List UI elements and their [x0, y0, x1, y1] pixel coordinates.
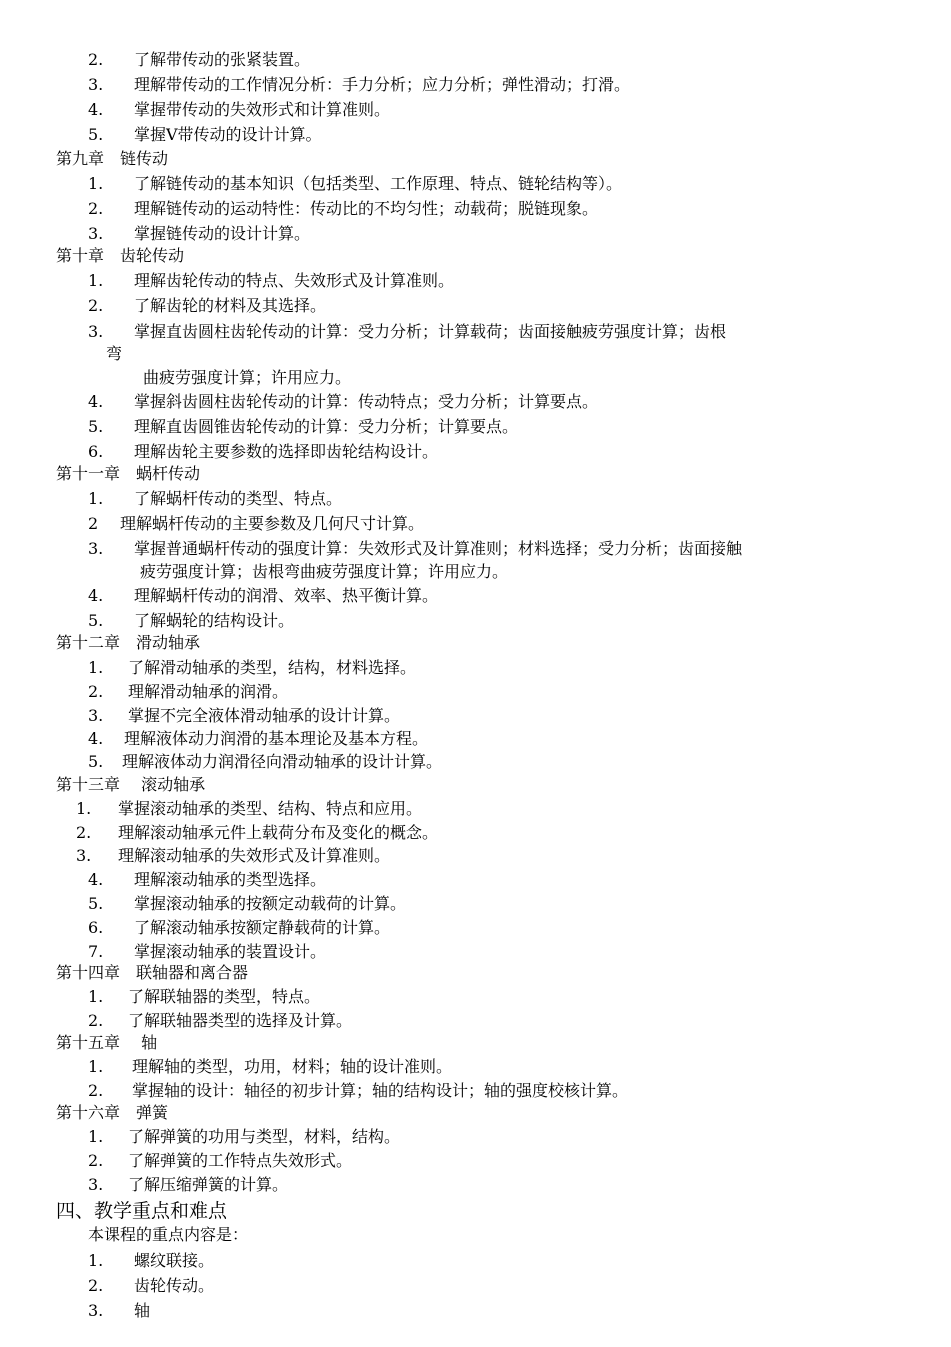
- list-item: [88, 1301, 150, 1321]
- item-number: 1.: [76, 799, 92, 818]
- list-item: [76, 799, 422, 819]
- list-item: [88, 1151, 352, 1171]
- item-text: 了解蜗杆传动的类型、特点。: [134, 489, 343, 508]
- item-number: 2.: [88, 682, 104, 701]
- item-text: 理解直齿圆锥齿轮传动的计算：受力分析；计算要点。: [134, 417, 519, 436]
- list-item: [88, 611, 294, 631]
- list-item: [88, 392, 598, 412]
- item-number: 2.: [88, 1276, 104, 1295]
- list-item: [88, 539, 742, 559]
- item-number: 1.: [88, 987, 104, 1006]
- wrap-line: 弯: [106, 344, 123, 363]
- item-text: 掌握斜齿圆柱齿轮传动的计算：传动特点；受力分析；计算要点。: [134, 392, 599, 411]
- item-text: 了解联轴器的类型，特点。: [128, 987, 321, 1006]
- item-number: 5.: [88, 611, 104, 630]
- chapter-heading: 第九章 链传动: [56, 149, 169, 168]
- item-number: 4.: [88, 870, 104, 889]
- list-item: [88, 1011, 352, 1031]
- item-text: 理解滚动轴承元件上载荷分布及变化的概念。: [118, 823, 439, 842]
- item-text: 掌握带传动的失效形式和计算准则。: [134, 100, 391, 119]
- item-number: 1.: [88, 658, 104, 677]
- chapter-heading: 第十章 齿轮传动: [56, 246, 185, 265]
- item-number: 2.: [88, 1151, 104, 1170]
- list-item: [88, 942, 326, 962]
- item-text: 理解液体动力润滑径向滑动轴承的设计计算。: [122, 752, 443, 771]
- item-number: 6.: [88, 918, 104, 937]
- item-text: 螺纹联接。: [134, 1251, 215, 1270]
- item-number: 3.: [88, 75, 104, 94]
- item-text: 理解滚动轴承的类型选择。: [134, 870, 327, 889]
- item-number: 3.: [88, 539, 104, 558]
- item-number: 3.: [88, 224, 104, 243]
- item-text: 了解齿轮的材料及其选择。: [134, 296, 327, 315]
- list-item: [88, 1251, 214, 1271]
- item-text: 齿轮传动。: [134, 1276, 215, 1295]
- item-text: 了解弹簧的功用与类型，材料，结构。: [128, 1127, 401, 1146]
- item-number: 1.: [88, 174, 104, 193]
- list-item: [88, 1175, 288, 1195]
- list-item: [88, 706, 400, 726]
- item-text: 掌握直齿圆柱齿轮传动的计算：受力分析；计算载荷；齿面接触疲劳强度计算；齿根: [134, 322, 727, 341]
- item-number: 2.: [76, 823, 92, 842]
- item-text: 掌握滚动轴承的类型、结构、特点和应用。: [118, 799, 423, 818]
- item-text: 了解蜗轮的结构设计。: [134, 611, 295, 630]
- item-text: 理解滑动轴承的润滑。: [128, 682, 289, 701]
- list-item: [76, 846, 390, 866]
- list-item: [88, 224, 310, 244]
- item-number: 3.: [88, 1175, 104, 1194]
- item-number: 5.: [88, 417, 104, 436]
- chapter-heading: 第十五章 轴: [56, 1033, 158, 1052]
- item-text: 轴: [134, 1301, 151, 1320]
- list-item: [88, 271, 454, 291]
- item-text: 了解滚动轴承按额定静载荷的计算。: [134, 918, 391, 937]
- list-item: [88, 1057, 452, 1077]
- section-heading: 四、教学重点和难点: [56, 1200, 228, 1222]
- list-item: [88, 489, 342, 509]
- item-text: 理解液体动力润滑的基本理论及基本方程。: [124, 729, 429, 748]
- item-text: 理解轴的类型，功用，材料；轴的设计准则。: [132, 1057, 453, 1076]
- list-item: [88, 125, 322, 145]
- item-number: 4.: [88, 586, 104, 605]
- item-number: 2: [88, 514, 99, 533]
- chapter-heading: 第十三章 滚动轴承: [56, 775, 206, 794]
- item-number: 1.: [88, 1127, 104, 1146]
- list-item: [88, 75, 630, 95]
- item-number: 3.: [88, 706, 104, 725]
- item-text: 了解带传动的张紧装置。: [134, 50, 311, 69]
- list-item: [88, 658, 416, 678]
- list-item: [88, 100, 390, 120]
- list-item: [88, 987, 320, 1007]
- item-number: 4.: [88, 392, 104, 411]
- list-item: [88, 296, 326, 316]
- item-number: 5.: [88, 752, 104, 771]
- item-number: 7.: [88, 942, 104, 961]
- chapter-heading: 第十二章 滑动轴承: [56, 633, 201, 652]
- item-number: 2.: [88, 1081, 104, 1100]
- list-item: [88, 174, 622, 194]
- list-item: [88, 870, 326, 890]
- list-item: [88, 752, 442, 772]
- item-text: 掌握滚动轴承的装置设计。: [134, 942, 327, 961]
- list-item: [88, 1081, 628, 1101]
- item-text: 理解蜗杆传动的主要参数及几何尺寸计算。: [120, 514, 425, 533]
- continuation-line: 曲疲劳强度计算；许用应力。: [143, 368, 352, 387]
- list-item: [88, 918, 390, 938]
- item-text: 了解滑动轴承的类型，结构，材料选择。: [128, 658, 417, 677]
- list-item: [88, 1127, 400, 1147]
- item-text: 了解链传动的基本知识（包括类型、工作原理、特点、链轮结构等）。: [134, 174, 623, 193]
- chapter-heading: 第十四章 联轴器和离合器: [56, 963, 249, 982]
- item-text: 理解链传动的运动特性：传动比的不均匀性；动载荷；脱链现象。: [134, 199, 599, 218]
- item-number: 4.: [88, 100, 104, 119]
- intro-line: 本课程的重点内容是：: [88, 1225, 249, 1244]
- list-item: [88, 586, 438, 606]
- item-number: 6.: [88, 442, 104, 461]
- item-number: 2.: [88, 296, 104, 315]
- item-text: 了解联轴器类型的选择及计算。: [128, 1011, 353, 1030]
- item-number: 5.: [88, 125, 104, 144]
- item-number: 2.: [88, 50, 104, 69]
- item-text: 掌握不完全液体滑动轴承的设计计算。: [128, 706, 401, 725]
- list-item: [88, 1276, 214, 1296]
- item-text: 了解弹簧的工作特点失效形式。: [128, 1151, 353, 1170]
- item-number: 4.: [88, 729, 104, 748]
- list-item: [76, 823, 438, 843]
- item-text: 理解齿轮主要参数的选择即齿轮结构设计。: [134, 442, 439, 461]
- item-number: 3.: [76, 846, 92, 865]
- list-item: [88, 199, 598, 219]
- item-number: 5.: [88, 894, 104, 913]
- item-number: 1.: [88, 271, 104, 290]
- item-number: 2.: [88, 1011, 104, 1030]
- item-text: 掌握V带传动的设计计算。: [134, 125, 322, 144]
- list-item: [88, 50, 310, 70]
- chapter-heading: 第十六章 弹簧: [56, 1103, 169, 1122]
- chapter-heading: 第十一章 蜗杆传动: [56, 464, 201, 483]
- list-item: [88, 894, 406, 914]
- item-text: 掌握链传动的设计计算。: [134, 224, 311, 243]
- list-item: [88, 417, 518, 437]
- item-number: 1.: [88, 489, 104, 508]
- item-text: 理解蜗杆传动的润滑、效率、热平衡计算。: [134, 586, 439, 605]
- item-number: 1.: [88, 1057, 104, 1076]
- item-text: 掌握普通蜗杆传动的强度计算：失效形式及计算准则；材料选择；受力分析；齿面接触: [134, 539, 743, 558]
- item-text: 了解压缩弹簧的计算。: [128, 1175, 289, 1194]
- item-text: 理解齿轮传动的特点、失效形式及计算准则。: [134, 271, 455, 290]
- list-item: [88, 729, 428, 749]
- item-text: 理解滚动轴承的失效形式及计算准则。: [118, 846, 391, 865]
- list-item: [88, 682, 288, 702]
- item-text: 理解带传动的工作情况分析：手力分析；应力分析；弹性滑动；打滑。: [134, 75, 631, 94]
- item-number: 3.: [88, 1301, 104, 1320]
- list-item: [88, 322, 726, 342]
- list-item: [88, 514, 424, 534]
- item-number: 2.: [88, 199, 104, 218]
- item-text: 掌握轴的设计：轴径的初步计算；轴的结构设计；轴的强度校核计算。: [132, 1081, 629, 1100]
- item-text: 掌握滚动轴承的按额定动载荷的计算。: [134, 894, 407, 913]
- list-item: [88, 442, 438, 462]
- item-number: 3.: [88, 322, 104, 341]
- item-number: 1.: [88, 1251, 104, 1270]
- continuation-line: 疲劳强度计算；齿根弯曲疲劳强度计算；许用应力。: [140, 562, 509, 581]
